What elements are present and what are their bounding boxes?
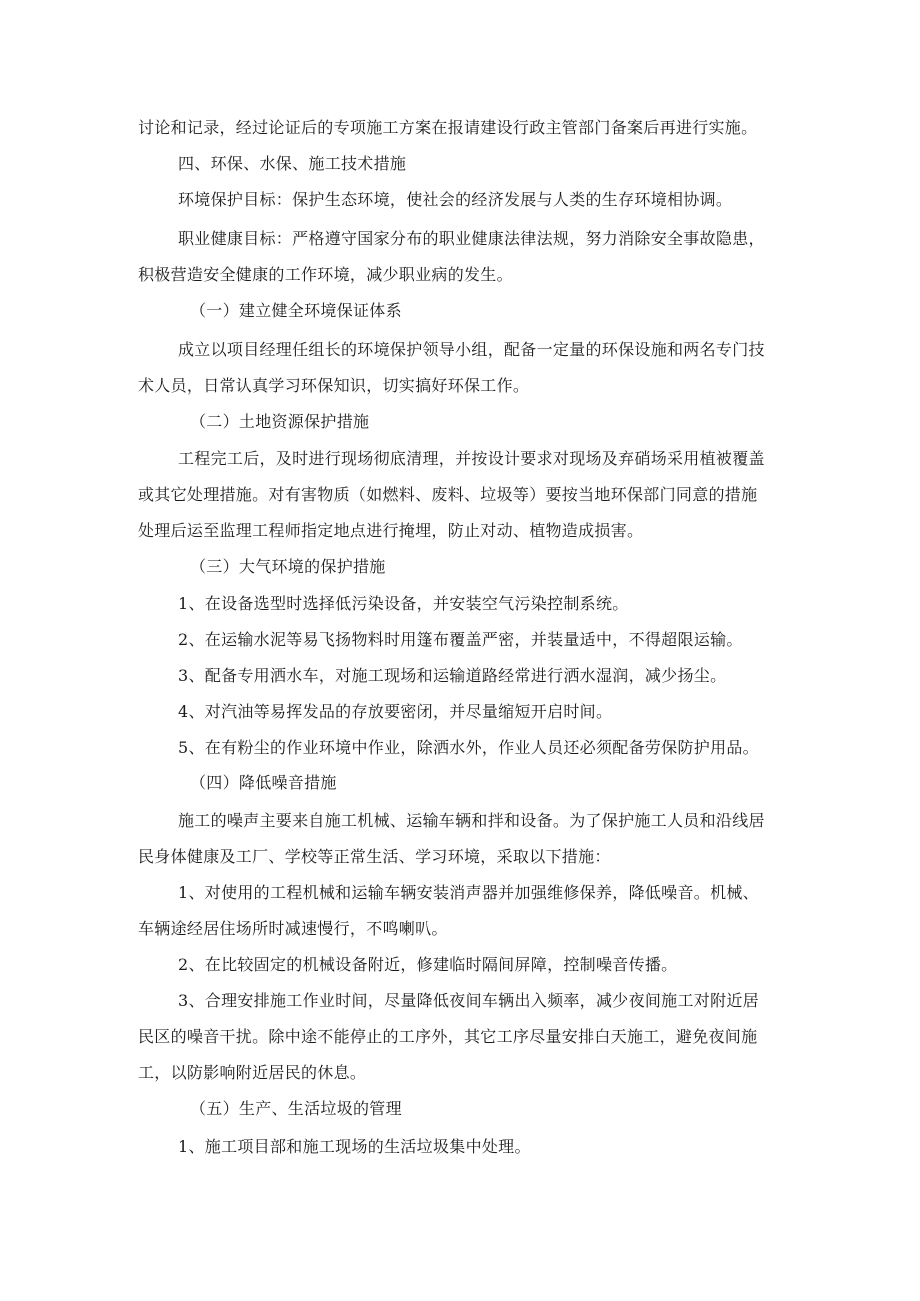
list-item: 2、在运输水泥等易飞扬物料时用篷布覆盖严密，并装量适中，不得超限运输。	[178, 630, 743, 649]
paragraph-line: 术人员，日常认真学习环保知识，切实搞好环保工作。	[138, 376, 530, 395]
subsection-heading: （一）建立健全环境保证体系	[190, 301, 402, 320]
list-item: 5、在有粉尘的作业环境中作业，除洒水外，作业人员还必须配备劳保防护用品。	[178, 738, 759, 757]
subsection-heading: （四）降低噪音措施	[190, 773, 337, 792]
list-item-continuation: 民区的噪音干扰。除中途不能停止的工序外，其它工序尽量安排白天施工，避免夜间施	[138, 1027, 758, 1046]
list-item: 3、合理安排施工作业时间，尽量降低夜间车辆出入频率，减少夜间施工对附近居	[178, 991, 759, 1010]
subsection-heading: （二）土地资源保护措施	[190, 412, 370, 431]
paragraph-line: 职业健康目标：严格遵守国家分布的职业健康法律法规，努力消除安全事故隐患，	[178, 229, 765, 248]
paragraph-line: 积极营造安全健康的工作环境，减少职业病的发生。	[138, 265, 513, 284]
paragraph-line: 处理后运至监理工程师指定地点进行掩埋，防止对动、植物造成损害。	[138, 521, 644, 540]
list-item-continuation: 车辆途经居住场所时减速慢行，不鸣喇叭。	[138, 919, 448, 938]
list-item: 1、在设备选型时选择低污染设备，并安装空气污染控制系统。	[178, 594, 629, 613]
paragraph-line: 或其它处理措施。对有害物质（如燃料、废料、垃圾等）要按当地环保部门同意的措施	[138, 485, 758, 504]
list-item: 3、配备专用洒水车，对施工现场和运输道路经常进行洒水湿润，减少扬尘。	[178, 666, 727, 685]
list-item: 1、对使用的工程机械和运输车辆安装消声器并加强维修保养，降低噪音。机械、	[178, 883, 759, 902]
paragraph-line: 民身体健康及工厂、学校等正常生活、学习环境，采取以下措施：	[138, 847, 611, 866]
list-item: 1、施工项目部和施工现场的生活垃圾集中处理。	[178, 1137, 531, 1156]
paragraph-line: 施工的噪声主要来自施工机械、运输车辆和拌和设备。为了保护施工人员和沿线居	[178, 811, 765, 830]
list-item: 4、对汽油等易挥发品的存放要密闭，并尽量缩短开启时间。	[178, 702, 613, 721]
paragraph-line: 讨论和记录，经过论证后的专项施工方案在报请建设行政主管部门备案后再进行实施。	[138, 118, 758, 137]
paragraph-line: 环境保护目标：保护生态环境，使社会的经济发展与人类的生存环境相协调。	[178, 190, 733, 209]
section-heading: 四、环保、水保、施工技术措施	[178, 154, 407, 173]
list-item-continuation: 工，以防影响附近居民的休息。	[138, 1063, 367, 1082]
subsection-heading: （五）生产、生活垃圾的管理	[190, 1099, 402, 1118]
list-item: 2、在比较固定的机械设备附近，修建临时隔间屏障，控制噪音传播。	[178, 955, 678, 974]
subsection-heading: （三）大气环境的保护措施	[190, 557, 386, 576]
paragraph-line: 成立以项目经理任组长的环境保护领导小组，配备一定量的环保设施和两名专门技	[178, 340, 765, 359]
paragraph-line: 工程完工后，及时进行现场彻底清理，并按设计要求对现场及弃硝场采用植被覆盖	[178, 449, 765, 468]
